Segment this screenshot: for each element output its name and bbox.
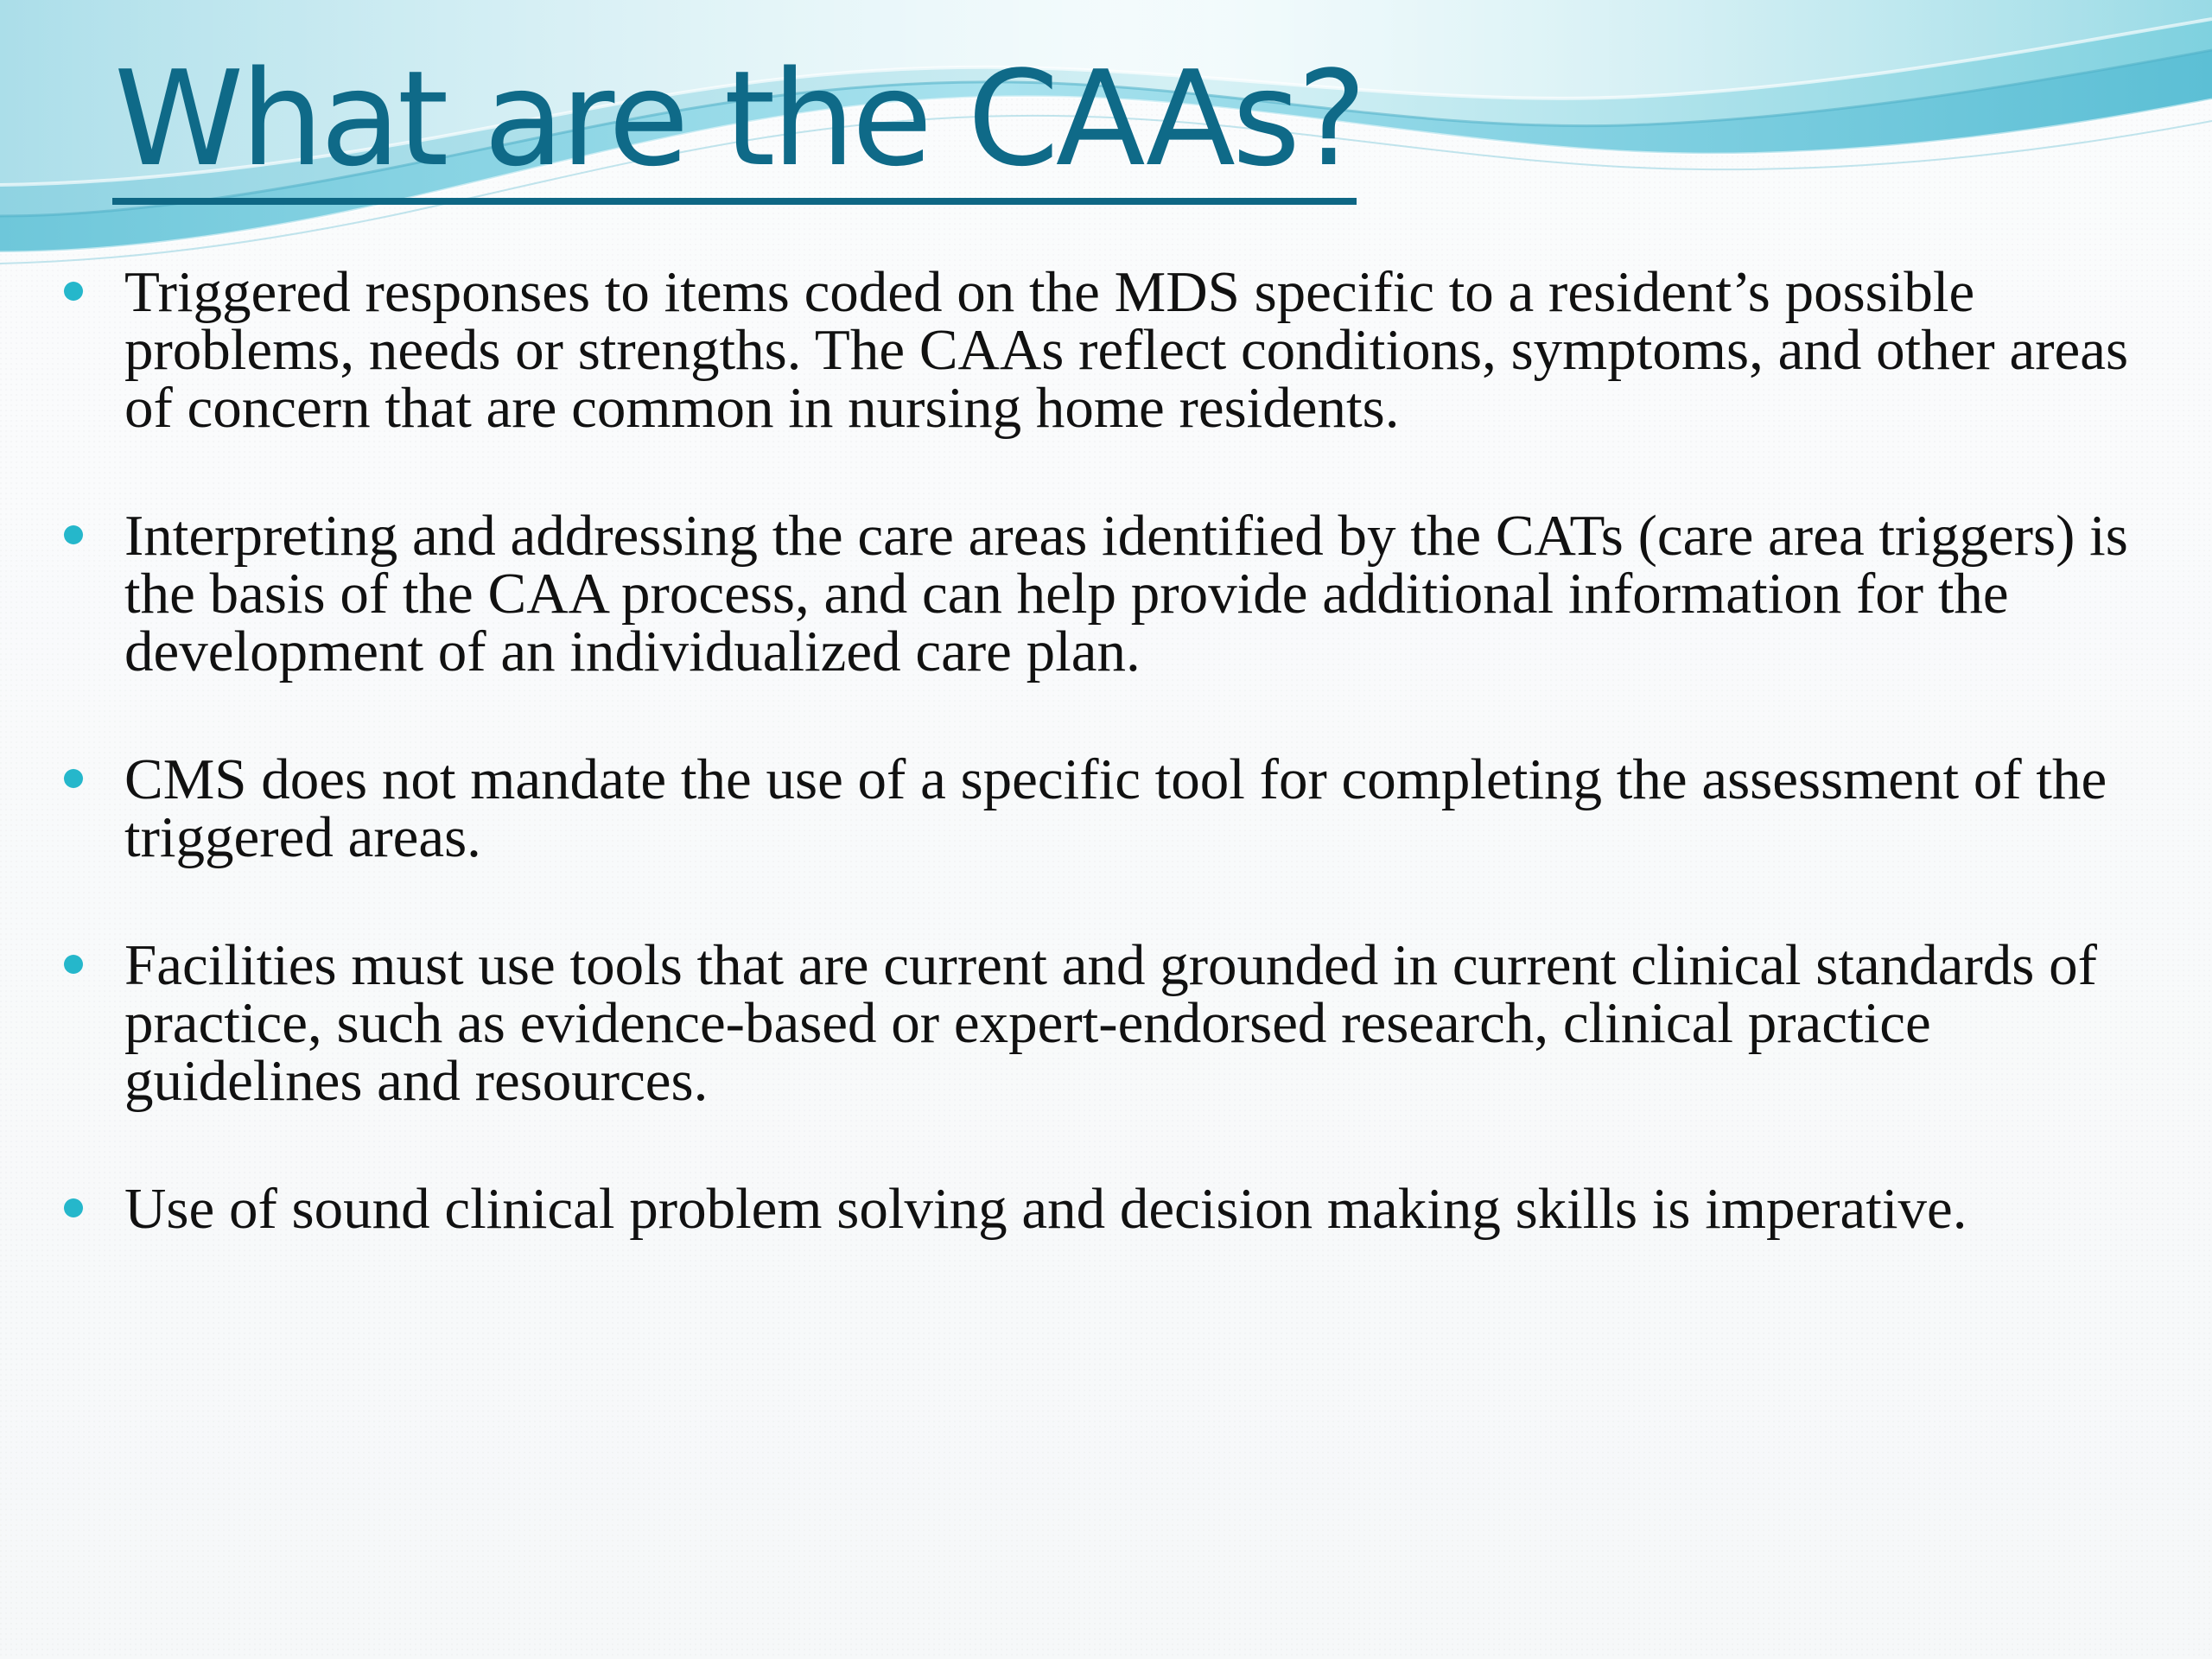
bullet-text: CMS does not mandate the use of a specific tool for completing the assessment of the triggered areas. — [124, 747, 2107, 869]
bullet-text: Use of sound clinical problem solving and decision making skills is imperative. — [124, 1177, 1967, 1241]
bullet-text: Interpreting and addressing the care areas identified by the CATs (care area triggers) is the basis of the CAA process, and can help provide additional information for the development of an individualized care plan. — [124, 504, 2128, 683]
list-item — [60, 933, 2169, 1113]
list-item — [60, 260, 2169, 440]
list-item — [60, 504, 2169, 683]
list-item — [60, 747, 2169, 869]
bullet-list — [60, 260, 2169, 1241]
bullet-text: Triggered responses to items coded on the MDS specific to a resident’s possible problems, needs or strengths. The CAAs reflect conditions, symptoms, and other areas of concern that are common in nursing home residents. — [124, 260, 2129, 440]
bullet-marker-icon — [64, 769, 83, 788]
slide-title: What are the CAAs? — [114, 42, 1363, 195]
bullet-marker-icon — [64, 282, 83, 301]
bullet-marker-icon — [64, 525, 83, 544]
list-item — [60, 1177, 2169, 1241]
title-underline — [112, 198, 1357, 205]
bullet-marker-icon — [64, 955, 83, 974]
bullet-marker-icon — [64, 1198, 83, 1217]
bullet-text: Facilities must use tools that are current and grounded in current clinical standards of practice, such as evidence-based or expert-endorsed research, clinical practice guidelines and resources. — [124, 933, 2097, 1113]
